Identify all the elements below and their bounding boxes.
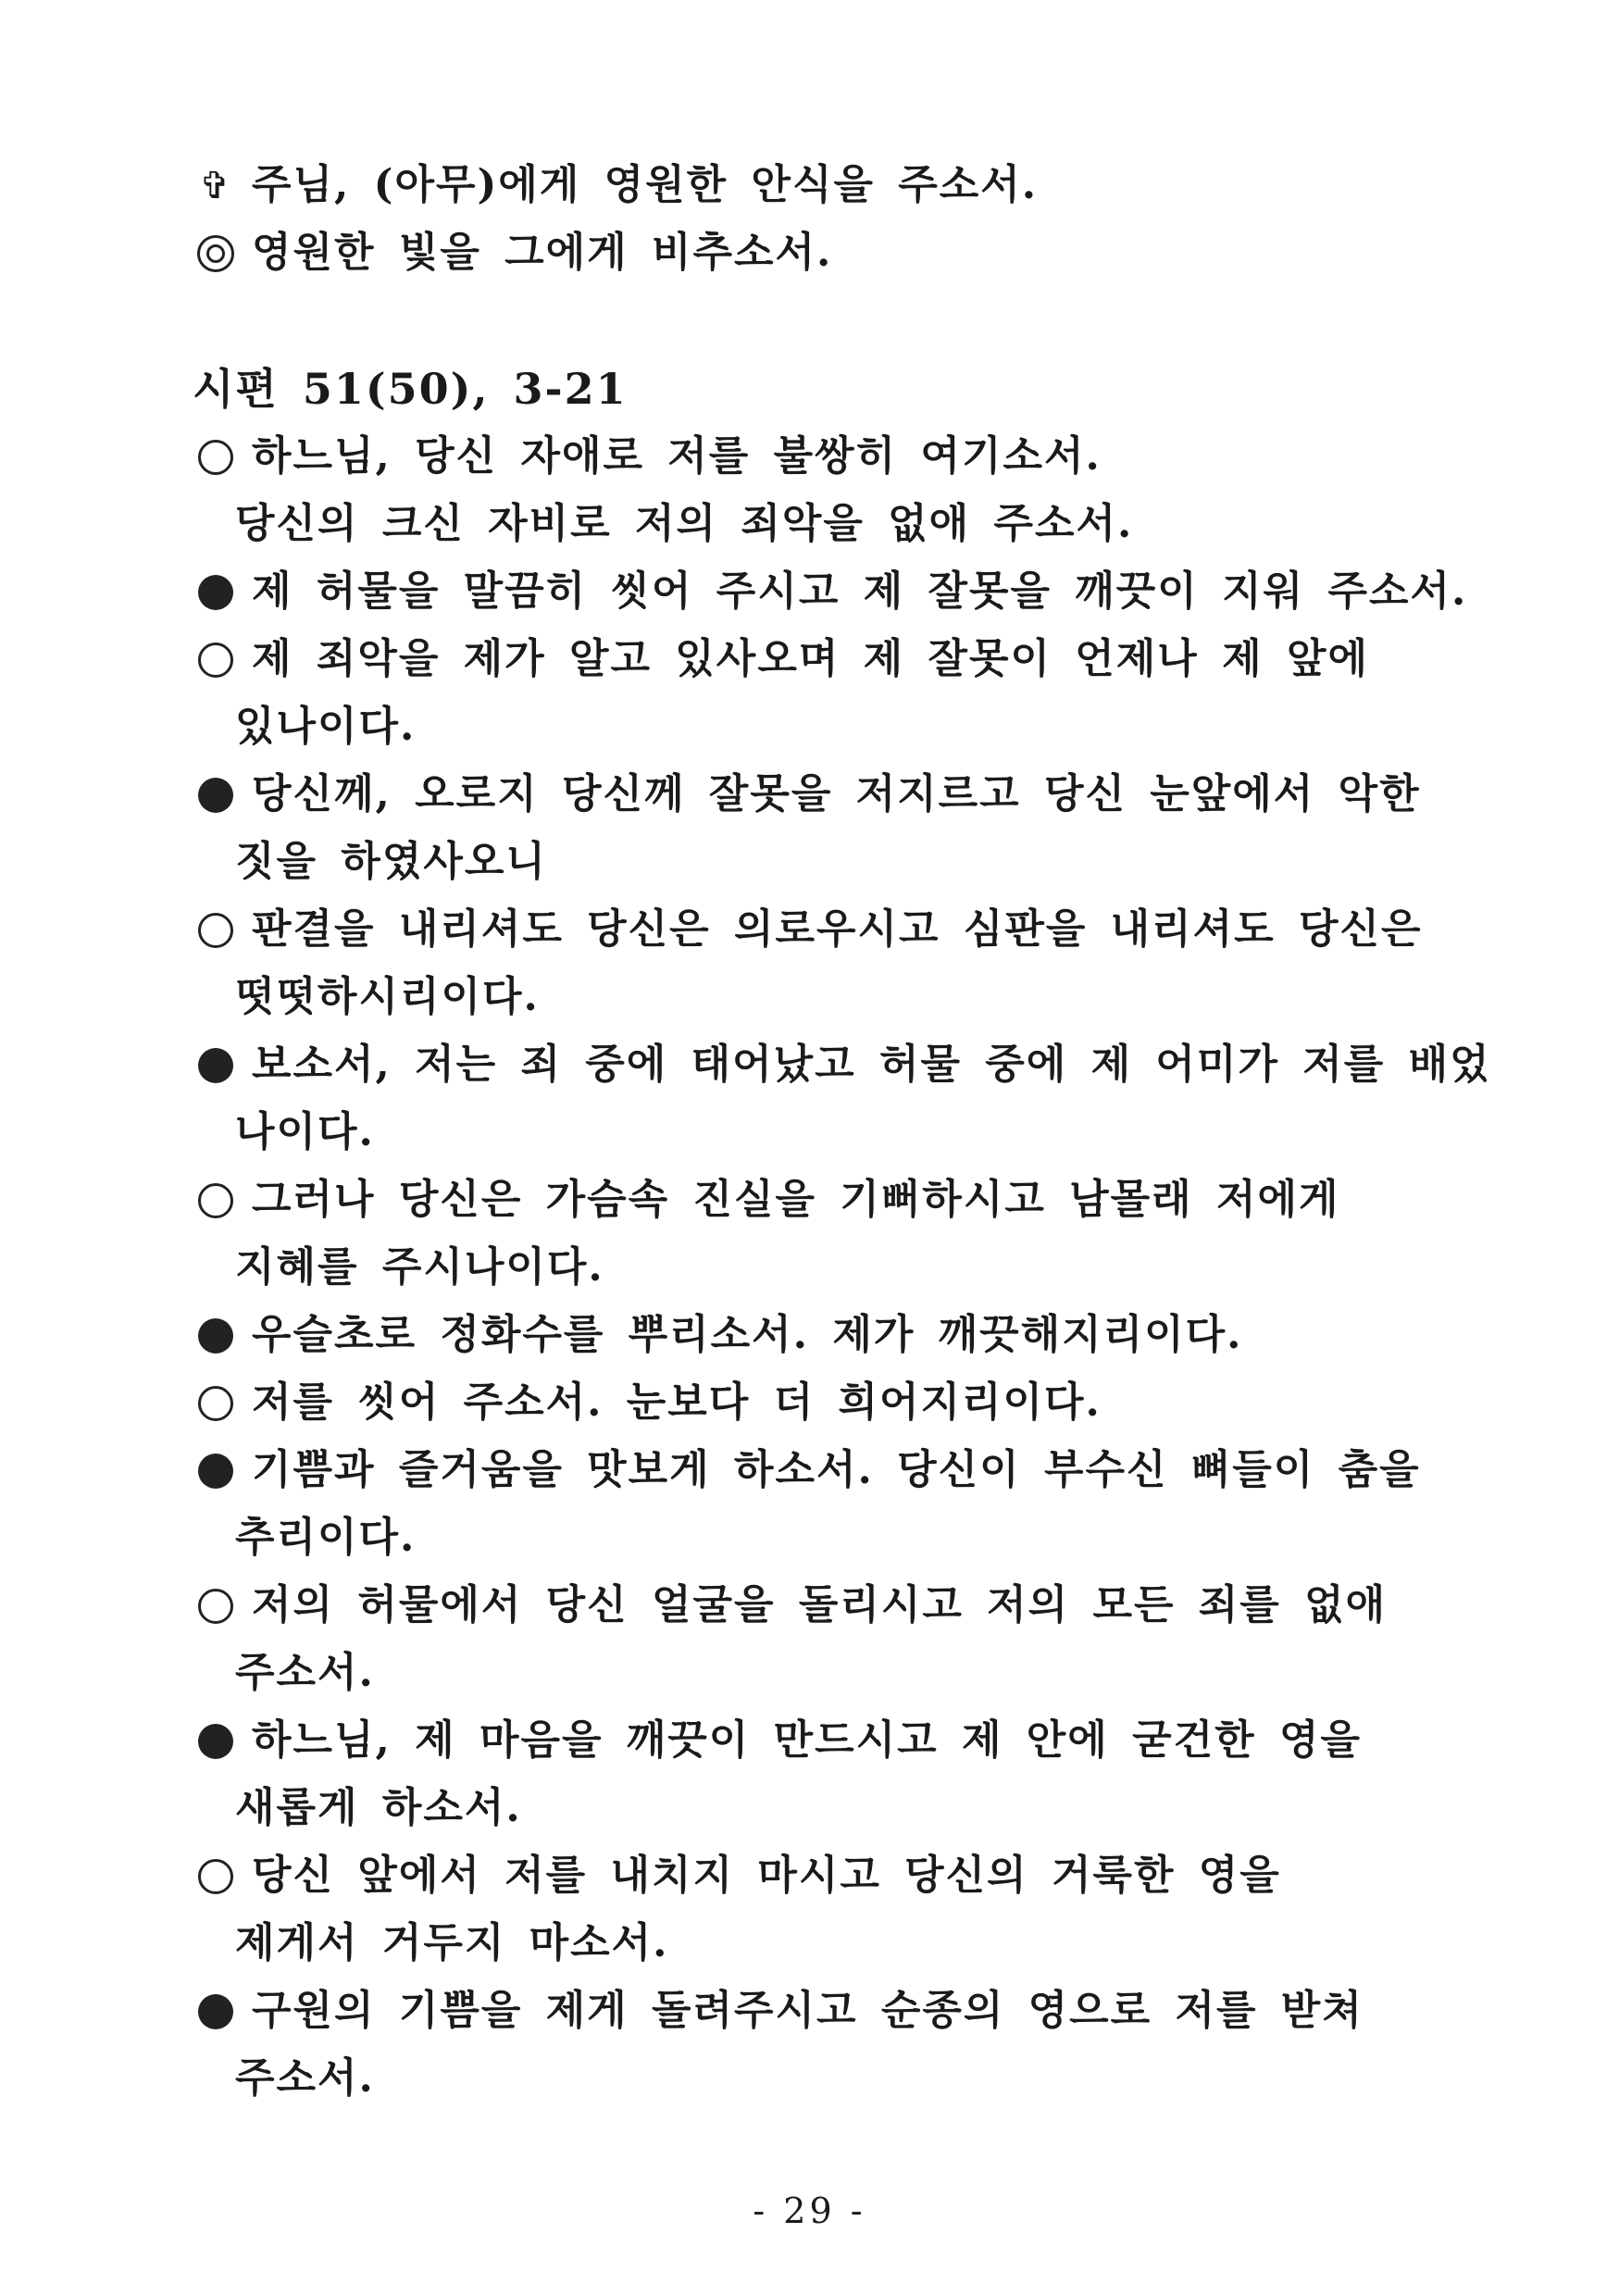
verse-text: 하느님, 당신 자애로 저를 불쌍히 여기소서. — [252, 432, 1102, 480]
filled-circle-icon — [193, 1713, 239, 1768]
filled-circle-icon — [193, 1983, 239, 2039]
verse-text: 제 죄악을 제가 알고 있사오며 제 잘못이 언제나 제 앞에 — [252, 635, 1369, 682]
verse-continuation: 주소서. — [235, 2054, 375, 2102]
open-circle-icon — [193, 1375, 239, 1430]
verse-line — [193, 767, 1507, 822]
verse-text: 제 허물을 말끔히 씻어 주시고 제 잘못을 깨끗이 지워 주소서. — [252, 568, 1468, 615]
verse-line — [193, 902, 1507, 957]
verse-line — [193, 1578, 1507, 1633]
verse-continuation: 떳떳하시리이다. — [235, 973, 540, 1020]
verse-continuation: 당신의 크신 자비로 저의 죄악을 없애 주소서. — [235, 500, 1134, 547]
verse-continuation: 있나이다. — [235, 703, 417, 750]
verse-text: 저의 허물에서 당신 얼굴을 돌리시고 저의 모든 죄를 없애 — [252, 1581, 1388, 1628]
verse-line — [193, 1848, 1507, 1903]
open-circle-icon — [193, 631, 239, 687]
verse-line — [193, 1442, 1507, 1498]
verse-text: 저를 씻어 주소서. 눈보다 더 희어지리이다. — [252, 1379, 1102, 1426]
verse-continuation: 짓을 하였사오니 — [235, 838, 547, 885]
double-circle-icon — [193, 225, 239, 281]
verse-text: 당신 앞에서 저를 내치지 마시고 당신의 거룩한 영을 — [252, 1852, 1281, 1899]
verse-text: 보소서, 저는 죄 중에 태어났고 허물 중에 제 어미가 저를 배었 — [252, 1041, 1491, 1088]
intro-versicle-text: 주님, (아무)에게 영원한 안식을 주소서. — [252, 161, 1039, 208]
filled-circle-icon — [193, 1442, 239, 1498]
verse-continuation: 지혜를 주시나이다. — [235, 1243, 604, 1291]
verse-line — [193, 564, 1507, 619]
verse-line — [193, 1983, 1507, 2039]
verse-text: 하느님, 제 마음을 깨끗이 만드시고 제 안에 굳건한 영을 — [252, 1716, 1362, 1764]
verse-line — [193, 1307, 1507, 1363]
open-circle-icon — [193, 1172, 239, 1228]
verse-continuation: 추리이다. — [235, 1514, 417, 1561]
page-number: - 29 - — [753, 2190, 866, 2231]
filled-circle-icon — [193, 1307, 239, 1363]
verse-continuation: 나이다. — [235, 1108, 375, 1155]
open-circle-icon — [193, 429, 239, 484]
verse-line — [193, 1037, 1507, 1092]
verse-text: 그러나 당신은 가슴속 진실을 기뻐하시고 남몰래 저에게 — [252, 1176, 1340, 1223]
verse-text: 우슬초로 정화수를 뿌리소서. 제가 깨끗해지리이다. — [252, 1311, 1243, 1358]
open-circle-icon — [193, 902, 239, 957]
section-title: 시편 51(50), 3-21 — [193, 364, 628, 414]
filled-circle-icon — [193, 564, 239, 619]
intro-response-text: 영원한 빛을 그에게 비추소서. — [252, 229, 833, 276]
verse-line — [193, 1713, 1507, 1768]
open-circle-icon — [193, 1578, 239, 1633]
verse-continuation: 새롭게 하소서. — [235, 1784, 522, 1831]
verse-line — [193, 429, 1507, 484]
verse-text: 구원의 기쁨을 제게 돌려주시고 순종의 영으로 저를 받쳐 — [252, 1987, 1364, 2034]
intro-response — [193, 225, 1507, 281]
verse-line — [193, 1172, 1507, 1228]
filled-circle-icon — [193, 767, 239, 822]
verse-text: 판결을 내리셔도 당신은 의로우시고 심판을 내리셔도 당신은 — [252, 905, 1423, 953]
verse-line — [193, 631, 1507, 687]
verse-text: 기쁨과 즐거움을 맛보게 하소서. 당신이 부수신 뼈들이 춤을 — [252, 1446, 1421, 1493]
verse-continuation: 주소서. — [235, 1649, 375, 1696]
verse-continuation: 제게서 거두지 마소서. — [235, 1919, 669, 1966]
verse-line — [193, 1375, 1507, 1430]
cross-icon: ✞ — [199, 165, 232, 207]
verse-text: 당신께, 오로지 당신께 잘못을 저지르고 당신 눈앞에서 악한 — [252, 770, 1421, 817]
filled-circle-icon — [193, 1037, 239, 1092]
open-circle-icon — [193, 1848, 239, 1903]
intro-versicle — [193, 157, 1507, 213]
